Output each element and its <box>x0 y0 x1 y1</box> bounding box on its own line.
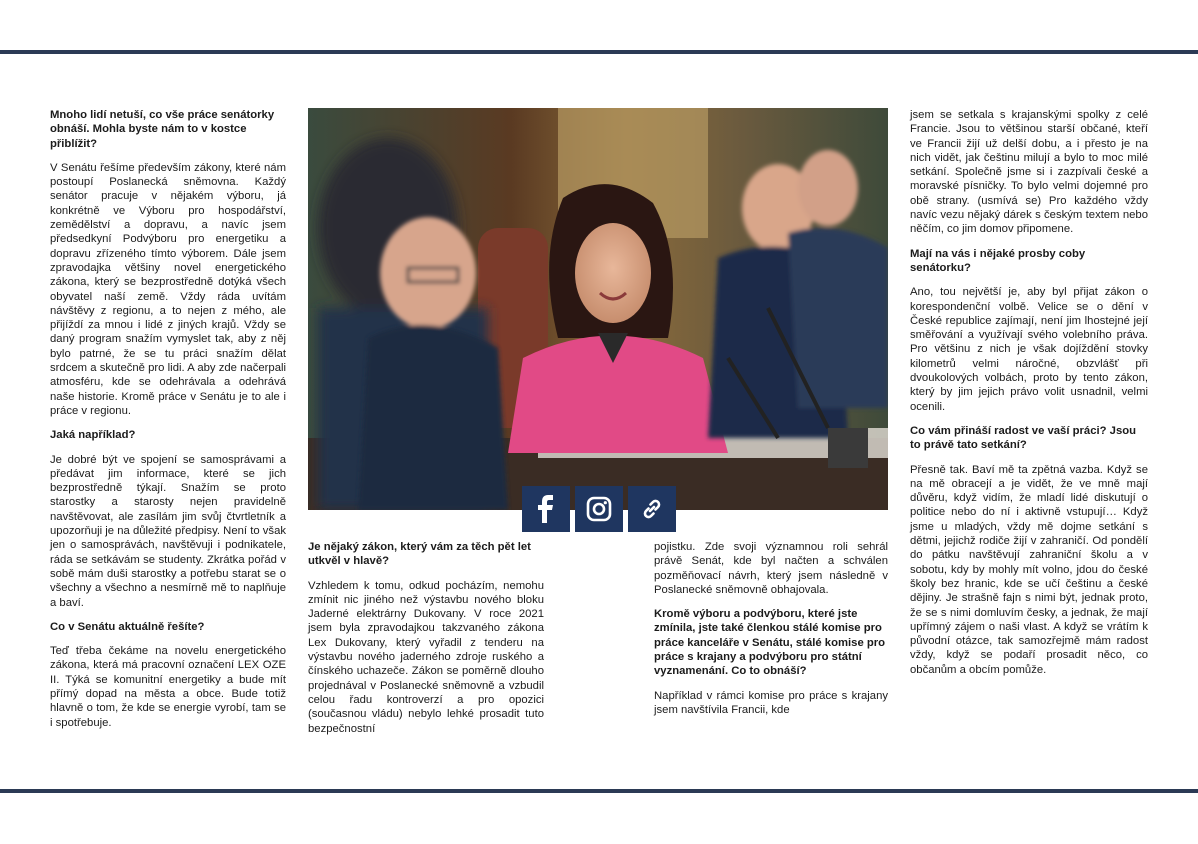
body-paragraph: Přesně tak. Baví mě ta zpětná vazba. Když se na mě obracejí a je vidět, že ve mně mají důvěru, když vidím, že mladí lidé diskutují o politice nebo do ní i aktivně vstupují… Když jsme u mladých, vždy mě dojme setkání s dětmi, jejichž rodiče žijí v zahraničí. Od pondělí do pátku navštěvují zahraniční školu a v sobotu, kdy by mohly mít volno, jdou do české školy bez hranic, kde se učí češtinu a české dějiny. Je strašně fajn s nimi být, jednak proto, že se s nimi domluvím česky, a jednak, že mají upřímný zájem o naši vlast. A když se vrátím k původní otázce, tak samozřejmě mám radost vždy, když se podaří prosadit něco, co občanům a obcím pomůže. <box>910 463 1148 676</box>
body-paragraph: jsem se setkala s krajanskými spolky z celé Francie. Jsou to většinou starší občané, kteří ve Francii žijí už delší dobu, a i přesto je na nich vidět, jak češtinu milují a bylo to moc milé setkání. Společně jsme si i zazpívali české a moravské písničky. To bylo velmi dojemné pro obě strany. (usmívá se) Pro každého vždy navíc vezu nějaký dárek s českým textem nebo něčím, co jim domov připomene. <box>910 109 1148 236</box>
body-paragraph: Ano, tou největší je, aby byl přijat zákon o korespondenční volbě. Velice se o dění v České republice zajímají, není jim lhostejné její směřování a využívají svého volebního práva. Pro většinu z nich je však dojíždění stovky kilometrů velmi náročné, obzvlášť při dvoukolových volbách, proto by tento zákon, který by jim jejich právo volit usnadnil, velmi ocenili. <box>910 286 1148 413</box>
question-heading: Mají na vás i nějaké prosby coby senátorku? <box>910 247 1086 274</box>
column-2 <box>308 540 544 746</box>
question-heading: Kromě výboru a podvýboru, které jste zmínila, jste také členkou stálé komise pro práce kanceláře v Senátu, stálé komise pro práce s krajany a podvýboru pro státní vyznamenání. Co to obnáší? <box>654 608 886 678</box>
question-heading: Je nějaký zákon, který vám za těch pět let utkvěl v hlavě? <box>308 541 531 568</box>
column-3 <box>654 540 888 727</box>
body-paragraph: Teď třeba čekáme na novelu energetického zákona, která má pracovní označení LEX OZE II. Týká se komunitní energetiky a bude mít přímý dopad na města a obce. Bude totiž hlavně o tom, že kde se energie vyrobí, tam se i spotřebuje. <box>50 645 286 729</box>
senate-meeting-photo <box>308 108 888 510</box>
question-heading: Mnoho lidí netuší, co vše práce senátorky obnáší. Mohla byste nám to v kostce přiblížit? <box>50 109 275 150</box>
body-paragraph: pojistku. Zde svoji významnou roli sehrál právě Senát, kde byl načten a schválen pozměňovací návrh, který jsem následně v Poslanecké sněmovně obhajovala. <box>654 541 888 596</box>
column-1 <box>50 108 286 740</box>
facebook-icon <box>535 495 557 523</box>
question-heading: Jaká například? <box>50 429 136 442</box>
body-paragraph: Například v rámci komise pro práce s krajany jsem navštívila Francii, kde <box>654 689 888 716</box>
bottom-divider <box>0 789 1198 793</box>
body-paragraph: Je dobré být ve spojení se samosprávami a předávat jim informace, které se jich bezprostředně týkají. Snažím se proto starostky a starosty nejen pravidelně navštěvovat, ale zasílám jim svůj čtvrtletník a upozorňuji je na důležité předpisy. Není to však jen o samosprávách, navštěvuji i podnikatele, ráda se setkávám se studenty. Zkrátka pořád v sobě mám duši starostky a potřebu starat se o všechny a všechno a nesmírně mě to naplňuje a baví. <box>50 453 286 609</box>
body-paragraph: Vzhledem k tomu, odkud pocházím, nemohu zmínit nic jiného než výstavbu nového bloku Jaderné elektrárny Dukovany. V roce 2021 jsem byla zpravodajkou takzvaného zákona Lex Dukovany, který vyřadil z tenderu na výstavbu nového jaderného zdroje ruského a čínského uchazeče. Zákon se poměrně dlouho projednával v Poslanecké sněmovně a vzbudil celou řadu kontroverzí a pro opozici (současnou vládu) nebylo lehké prosadit tuto bezpečnostní <box>308 579 544 735</box>
body-paragraph: V Senátu řešíme především zákony, které nám postoupí Poslanecká sněmovna. Každý senátor pracuje v nějakém výboru, já konkrétně ve Výboru pro hospodářství, zemědělství a dopravu, a navíc jsem předsedkyní Podvýboru pro energetiku a dopravu zřízeného tímto výborem. Dále jsem zpravodajka většiny novel energetického zákona, který se bezprostředně dotýká všech obyvatel naší země. Vždy ráda uvítám návštěvy z regionu, a to nejen z mého, ale přijíždí za mnou i lidé z jiných krajů. Vždy se daný program snažím vymyslet tak, aby z něj bylo patrné, že se tu práci snažím dělat srdcem a skutečně pro lidi. A aby zde načerpali atmosféru, kde se odehrávala a odehrává naše historie. Kromě práce v Senátu je to ale i práce v regionu. <box>50 161 286 417</box>
top-divider <box>0 50 1198 54</box>
instagram-icon <box>586 496 612 522</box>
link-icon <box>640 497 664 521</box>
column-4 <box>910 108 1148 687</box>
question-heading: Co vám přináší radost ve vaší práci? Jsou to právě tato setkání? <box>910 424 1137 452</box>
question-heading: Co v Senátu aktuálně řešíte? <box>50 620 205 633</box>
article-photo <box>308 108 888 510</box>
instagram-share-button[interactable] <box>575 486 623 532</box>
copy-link-button[interactable] <box>628 486 676 532</box>
facebook-share-button[interactable] <box>522 486 570 532</box>
